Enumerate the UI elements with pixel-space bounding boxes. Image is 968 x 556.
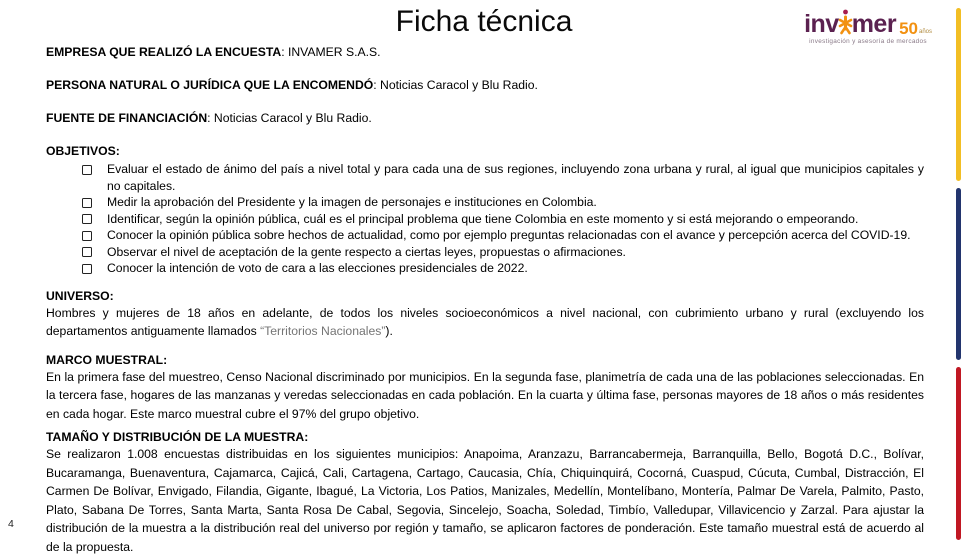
marco-heading: MARCO MUESTRAL:: [46, 352, 168, 367]
universo-text-end: ).: [385, 324, 393, 338]
section-tamano-muestra: [46, 429, 924, 556]
list-item: [46, 161, 924, 194]
checkbox-bullet-icon: [82, 264, 92, 274]
person-icon: [838, 9, 853, 36]
logo-tagline: investigación y asesoría de mercados: [809, 38, 927, 45]
logo-anos-label: años: [918, 29, 932, 35]
field-persona-value: : Noticias Caracol y Blu Radio.: [373, 78, 538, 92]
slide-content: [46, 44, 924, 556]
objetivos-heading: OBJETIVOS:: [46, 144, 120, 158]
field-fuente: [46, 110, 924, 126]
flag-segment-blue: [956, 188, 961, 361]
universo-text-main: Hombres y mujeres de 18 años en adelante, de todos los niveles socioeconómicos a nivel nacional, con cubrimiento urbano y rural (excluyendo los departamentos antiguamente llamados: [46, 305, 924, 338]
section-universo: [46, 288, 924, 341]
field-persona-label: PERSONA NATURAL O JURÍDICA QUE LA ENCOMENDÓ: [46, 78, 374, 92]
checkbox-bullet-icon: [82, 214, 92, 224]
flag-segment-yellow: [956, 8, 961, 181]
field-fuente-label: FUENTE DE FINANCIACIÓN: [46, 111, 208, 125]
logo-brand-prefix: inv: [804, 10, 839, 38]
list-item: [46, 260, 924, 277]
field-empresa-label: EMPRESA QUE REALIZÓ LA ENCUESTA: [46, 45, 282, 59]
objetivo-text: Conocer la intención de voto de cara a las elecciones presidenciales de 2022.: [107, 261, 528, 275]
page-title: Ficha técnica: [395, 5, 573, 38]
field-fuente-value: : Noticias Caracol y Blu Radio.: [207, 111, 372, 125]
logo-brand-text: [804, 9, 896, 37]
tamano-heading: TAMAÑO Y DISTRIBUCIÓN DE LA MUESTRA:: [46, 430, 309, 444]
objetivo-text: Observar el nivel de aceptación de la gente respecto a ciertas leyes, propuestas o afirmaciones.: [107, 244, 626, 259]
universo-text: [46, 304, 924, 341]
section-marco-muestral: [46, 352, 924, 424]
checkbox-bullet-icon: [82, 165, 92, 175]
tamano-text: Se realizaron 1.008 encuestas distribuidas en los siguientes municipios: Anapoima, Aranzazu, Barrancabermeja, Barranquilla, Bello, Bogotá D.C., Bolívar, Bucaramanga, Buenaventura, Cajamarca, Cajicá, Cali, Cartagena, Cartago, Caucasia, Chía, Chiquinquirá, Cocorná, Cuaspud, Cúcuta, Cumbal, Distracción, El Carmen De Bolívar, Envigado, Filandia, Gigante, Ibagué, La Victoria, Los Patios, Manizales, Medellín, Montelíbano, Montería, Palmar De Varela, Palmito, Pasto, Plato, Sabana De Torres, Santa Marta, Santa Rosa De Cabal, Segovia, Sincelejo, Soacha, Soledad, Timbío, Valledupar, Villavicencio y Zarzal. Para ajustar la distribución de la muestra a la distribución real del universo por región y tamaño, se aplicaron factores de ponderación. Este tamaño muestral está de acuerdo al de la propuesta.: [46, 447, 924, 554]
checkbox-bullet-icon: [82, 198, 92, 208]
objetivo-text: Conocer la opinión pública sobre hechos de actualidad, como por ejemplo preguntas relacionadas con el avance y percepción acerca del COVID-19.: [107, 228, 911, 242]
objetivo-text: Identificar, según la opinión pública, cuál es el principal problema que tiene Colombia en este momento y si está mejorando o empeorando.: [107, 211, 859, 226]
field-empresa-value: : INVAMER S.A.S.: [281, 45, 381, 59]
page-number: 4: [8, 518, 14, 530]
objetivos-list: [46, 161, 924, 277]
list-item: [46, 244, 924, 261]
checkbox-bullet-icon: [82, 247, 92, 257]
list-item: [46, 194, 924, 211]
marco-text: En la primera fase del muestreo, Censo Nacional discriminado por municipios. En la segunda fase, planimetría de cada una de las poblaciones seleccionadas. En la tercera fase, hogares de las manzanas y veredas seleccionadas en cada población. En la cuarta y última fase, personas mayores de 18 años o más residentes en cada hogar. Este marco muestral cubre el 97% del grupo objetivo.: [46, 369, 924, 421]
list-item: [46, 211, 924, 228]
section-objetivos: [46, 143, 924, 277]
invamer-logo: [804, 9, 932, 45]
logo-brand-row: [804, 9, 932, 37]
flag-segment-red: [956, 367, 961, 540]
flag-bar: [956, 8, 961, 540]
checkbox-bullet-icon: [82, 231, 92, 241]
logo-brand-suffix: mer: [851, 10, 897, 38]
logo-50-badge: 50: [899, 19, 918, 38]
field-persona: [46, 77, 924, 93]
universo-heading: UNIVERSO:: [46, 288, 114, 303]
objetivo-text: Evaluar el estado de ánimo del país a nivel total y para cada una de sus regiones, incluyendo zona urbana y rural, al igual que municipios capitales y no capitales.: [107, 162, 924, 193]
objetivo-text: Medir la aprobación del Presidente y la imagen de personajes e instituciones en Colombia.: [107, 195, 597, 209]
list-item: [46, 227, 924, 244]
field-empresa: [46, 44, 924, 60]
universo-text-highlight: “Territorios Nacionales”: [260, 324, 386, 338]
